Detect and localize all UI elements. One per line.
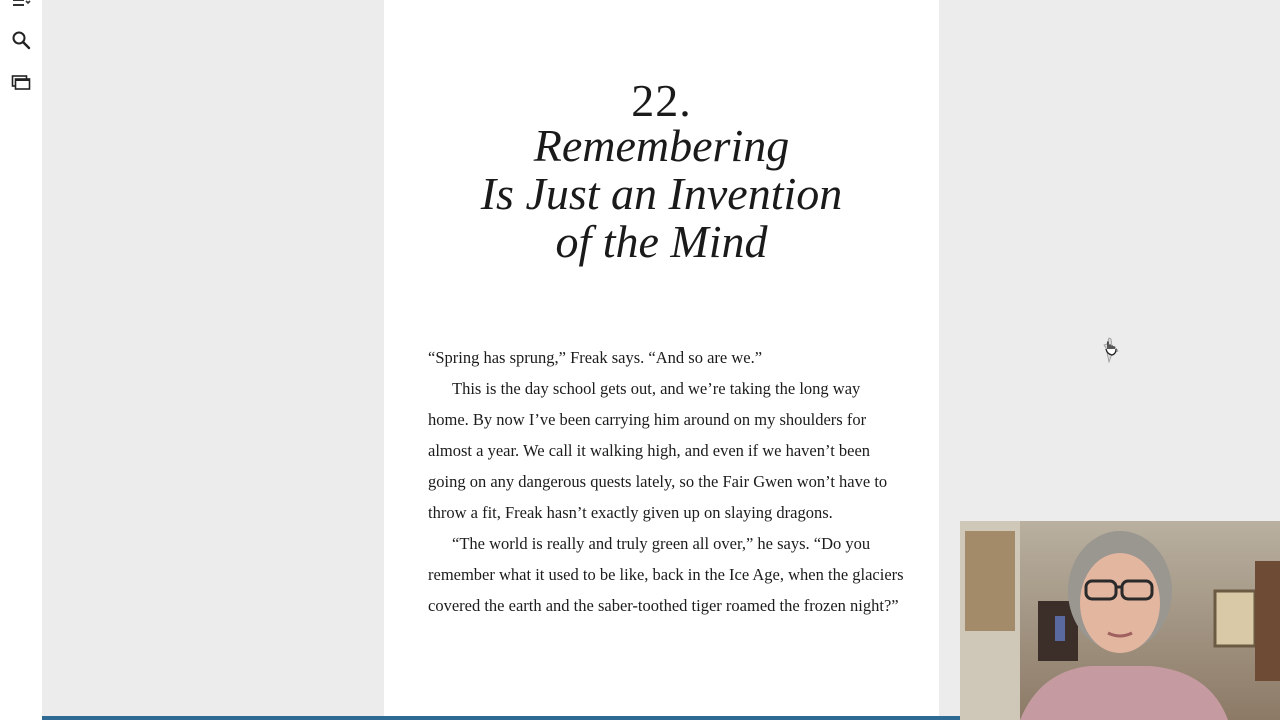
book-page (384, 0, 939, 718)
paragraph: “The world is really and truly green all over,” he says. “Do you remember what it used to be like, back in the Ice Age, when the glaciers covered the earth and the saber-toothed tiger roamed the frozen night?” (428, 534, 904, 615)
reader-sidebar (0, 0, 43, 720)
paragraph: This is the day school gets out, and we’re taking the long way home. By now I’ve been carrying him around on my shoulders for almost a year. We call it walking high, and even if we haven’t been going on any dangerous quests lately, so the Fair Gwen won’t have to throw a fit, Freak hasn’t exactly given up on slaying dragons. (428, 379, 888, 522)
chapter-number: 22. (631, 75, 692, 126)
chapter-body (428, 342, 904, 621)
window-stack-icon[interactable] (8, 70, 34, 96)
chapter-title-line: of the Mind (555, 216, 768, 267)
search-icon[interactable] (8, 27, 34, 53)
menu-icon[interactable] (8, 0, 34, 13)
paragraph: “Spring has sprung,” Freak says. “And so are we.” (428, 348, 763, 367)
reading-progress-bar[interactable] (42, 716, 960, 720)
webcam-feed (960, 521, 1280, 720)
chapter-title-line: Remembering (533, 120, 790, 171)
chapter-title (384, 122, 939, 266)
hand-cursor-icon (1100, 336, 1122, 364)
chapter-title-line: Is Just an Invention (480, 168, 843, 219)
